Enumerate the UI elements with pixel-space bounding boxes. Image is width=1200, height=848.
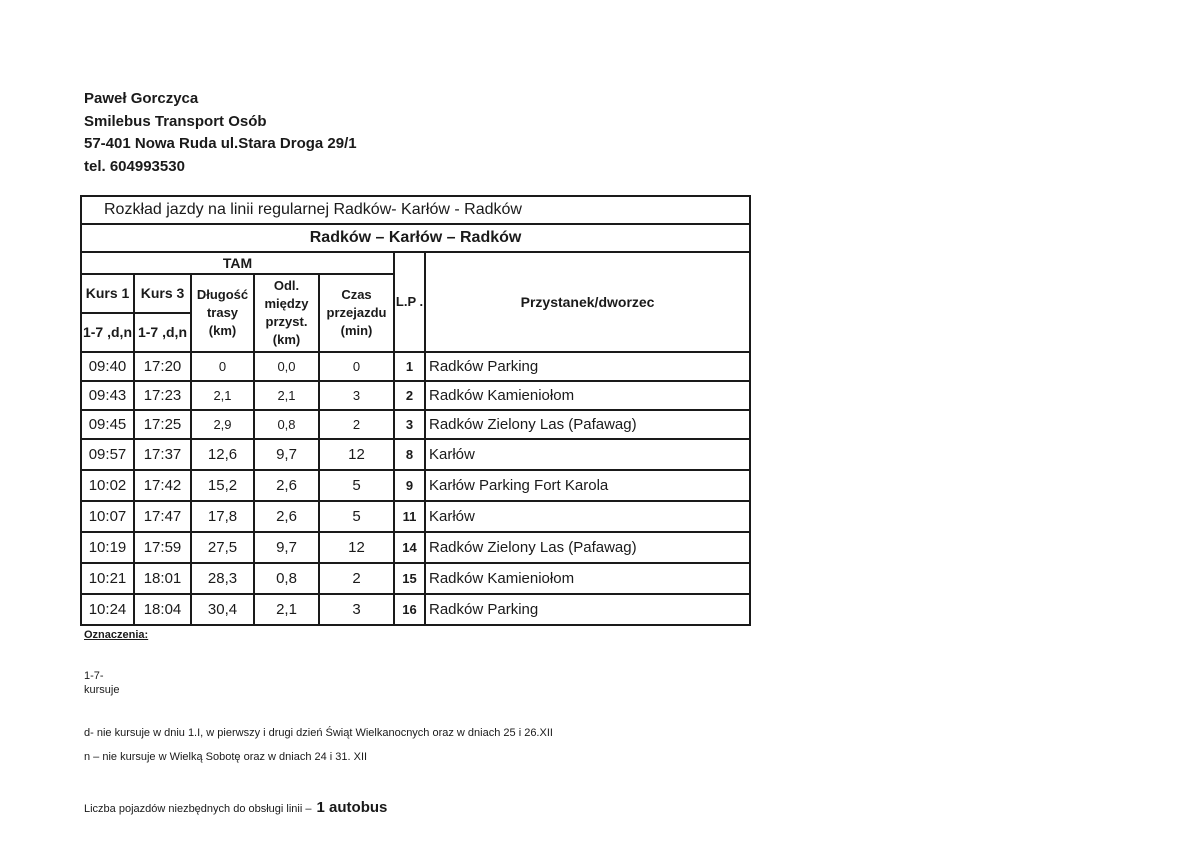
kurs1-time: 09:40 <box>81 352 134 381</box>
legend-daily <box>84 669 119 697</box>
stop-name: Radków Parking <box>425 352 750 381</box>
kurs1-days: 1-7 ,d,n <box>81 313 134 352</box>
kurs3-time: 18:01 <box>134 563 191 594</box>
stop-name: Radków Kamieniołom <box>425 563 750 594</box>
table-row <box>81 594 750 625</box>
owner-name: Paweł Gorczyca <box>84 90 199 107</box>
stop-name: Karłów <box>425 439 750 470</box>
route-distance: 2,1 <box>191 381 254 410</box>
table-row <box>81 532 750 563</box>
stop-name: Radków Zielony Las (Pafawag) <box>425 410 750 439</box>
travel-time: 5 <box>319 501 394 532</box>
route-distance: 12,6 <box>191 439 254 470</box>
route-distance: 28,3 <box>191 563 254 594</box>
legend-daily-code: 1-7- <box>84 670 104 682</box>
travel-time: 2 <box>319 410 394 439</box>
kurs3-days: 1-7 ,d,n <box>134 313 191 352</box>
vehicle-count <box>84 799 387 816</box>
stop-distance: 0,0 <box>254 352 319 381</box>
company-address: 57-401 Nowa Ruda ul.Stara Droga 29/1 <box>84 135 357 152</box>
legend-d-note: d- nie kursuje w dniu 1.I, w pierwszy i drugi dzień Świąt Wielkanocnych oraz w dniach 25 i 26.XII <box>84 727 553 739</box>
kurs1-time: 09:45 <box>81 410 134 439</box>
vehicle-count-value: 1 autobus <box>316 799 388 816</box>
route-subtitle: Radków – Karłów – Radków <box>81 224 750 252</box>
travel-time-header: Czas przejazdu (min) <box>319 274 394 352</box>
stop-distance: 2,6 <box>254 470 319 501</box>
kurs3-header: Kurs 3 <box>134 274 191 313</box>
direction-header: TAM <box>81 252 394 274</box>
kurs3-time: 17:42 <box>134 470 191 501</box>
table-row <box>81 410 750 439</box>
company-phone: tel. 604993530 <box>84 157 185 175</box>
kurs3-time: 17:23 <box>134 381 191 410</box>
stop-distance: 9,7 <box>254 532 319 563</box>
kurs3-time: 18:04 <box>134 594 191 625</box>
kurs3-time: 17:20 <box>134 352 191 381</box>
stop-number: 9 <box>394 470 425 501</box>
table-row <box>81 501 750 532</box>
kurs3-time: 17:47 <box>134 501 191 532</box>
table-row <box>81 352 750 381</box>
legend-title: Oznaczenia: <box>84 629 149 641</box>
route-distance: 15,2 <box>191 470 254 501</box>
vehicle-count-label: Liczba pojazdów niezbędnych do obsługi linii – <box>84 803 312 815</box>
stop-number: 2 <box>394 381 425 410</box>
route-distance: 27,5 <box>191 532 254 563</box>
kurs1-header: Kurs 1 <box>81 274 134 313</box>
lp-header: L.P . <box>394 252 425 352</box>
legend-daily-desc: kursuje <box>84 684 120 696</box>
travel-time: 0 <box>319 352 394 381</box>
stop-header: Przystanek/dworzec <box>425 252 750 352</box>
table-row <box>81 439 750 470</box>
travel-time: 5 <box>319 470 394 501</box>
travel-time: 2 <box>319 563 394 594</box>
stop-number: 1 <box>394 352 425 381</box>
kurs1-time: 10:19 <box>81 532 134 563</box>
stop-name: Radków Kamieniołom <box>425 381 750 410</box>
stop-number: 11 <box>394 501 425 532</box>
stop-distance: 2,1 <box>254 381 319 410</box>
stop-name: Karłów <box>425 501 750 532</box>
travel-time: 12 <box>319 532 394 563</box>
kurs1-time: 09:43 <box>81 381 134 410</box>
timetable <box>80 195 751 626</box>
route-distance: 2,9 <box>191 410 254 439</box>
table-row <box>81 470 750 501</box>
kurs1-time: 10:07 <box>81 501 134 532</box>
stop-name: Karłów Parking Fort Karola <box>425 470 750 501</box>
stop-number: 15 <box>394 563 425 594</box>
stop-name: Radków Zielony Las (Pafawag) <box>425 532 750 563</box>
kurs1-time: 10:02 <box>81 470 134 501</box>
timetable-title: Rozkład jazdy na linii regularnej Radków- Karłów - Radków <box>81 196 750 224</box>
stop-distance: 2,1 <box>254 594 319 625</box>
stop-distance: 9,7 <box>254 439 319 470</box>
route-distance: 0 <box>191 352 254 381</box>
stop-number: 8 <box>394 439 425 470</box>
travel-time: 3 <box>319 594 394 625</box>
kurs3-time: 17:37 <box>134 439 191 470</box>
distance-header: Długość trasy (km) <box>191 274 254 352</box>
kurs1-time: 10:24 <box>81 594 134 625</box>
stop-number: 3 <box>394 410 425 439</box>
stop-number: 16 <box>394 594 425 625</box>
route-distance: 17,8 <box>191 501 254 532</box>
stop-distance: 0,8 <box>254 563 319 594</box>
route-distance: 30,4 <box>191 594 254 625</box>
table-row <box>81 381 750 410</box>
kurs1-time: 10:21 <box>81 563 134 594</box>
kurs3-time: 17:59 <box>134 532 191 563</box>
table-row <box>81 563 750 594</box>
between-stops-header: Odl. między przyst. (km) <box>254 274 319 352</box>
kurs1-time: 09:57 <box>81 439 134 470</box>
kurs3-time: 17:25 <box>134 410 191 439</box>
travel-time: 12 <box>319 439 394 470</box>
legend-n-note: n – nie kursuje w Wielką Sobotę oraz w dniach 24 i 31. XII <box>84 751 368 763</box>
travel-time: 3 <box>319 381 394 410</box>
company-header <box>84 88 357 178</box>
stop-distance: 0,8 <box>254 410 319 439</box>
company-name: Smilebus Transport Osób <box>84 112 267 130</box>
stop-number: 14 <box>394 532 425 563</box>
stop-name: Radków Parking <box>425 594 750 625</box>
stop-distance: 2,6 <box>254 501 319 532</box>
